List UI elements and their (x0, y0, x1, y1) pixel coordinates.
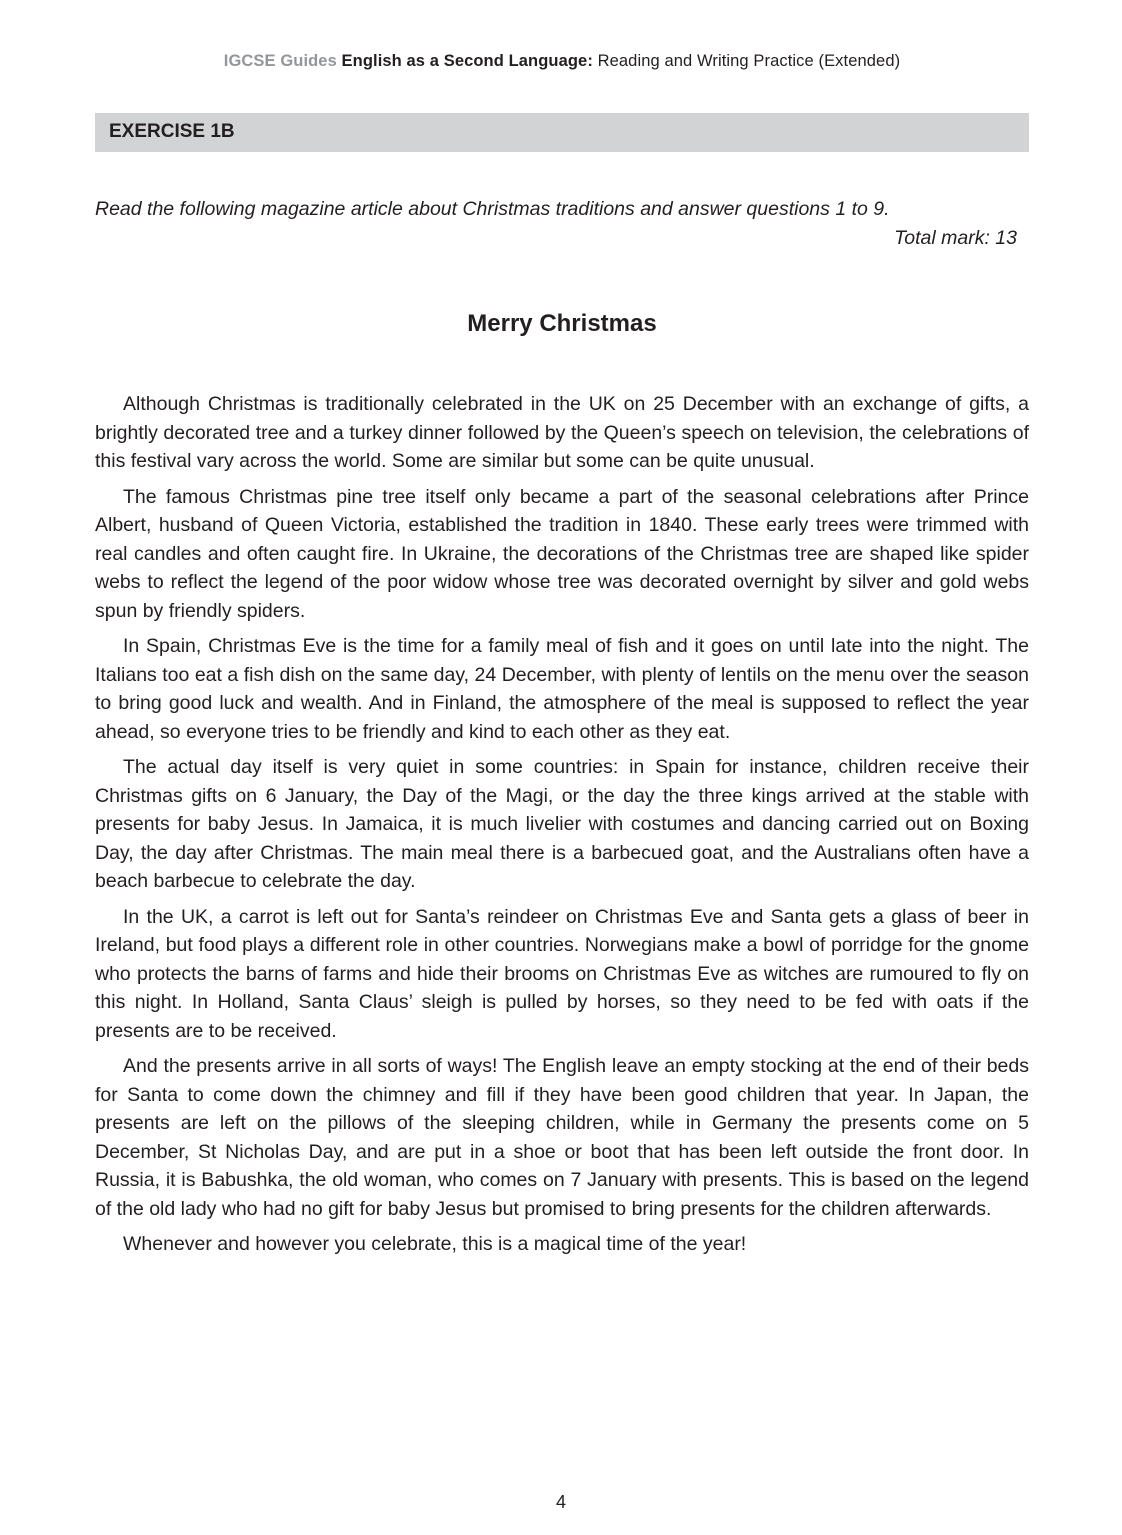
page-number: 4 (555, 1492, 566, 1512)
exercise-heading (95, 113, 1029, 152)
article-body (95, 390, 1029, 1259)
running-header-subject: English as a Second Language: (336, 52, 593, 70)
article-paragraph: The actual day itself is very quiet in some countries: in Spain for instance, children receive their Christmas gifts on 6 January, the Day of the Magi, or the day the three kings arrived at the stable with presents for baby Jesus. In Jamaica, it is much livelier with costumes and dancing carried out on Boxing Day, the day after Christmas. The main meal there is a barbecued goat, and the Australians often have a beach barbecue to celebrate the day. (95, 756, 1029, 892)
article-title: Merry Christmas (467, 310, 657, 337)
article-paragraph: Although Christmas is traditionally celebrated in the UK on 25 December with an exchange of gifts, a brightly decorated tree and a turkey dinner followed by the Queen’s speech on television, the celebrations of this festival vary across the world. Some are similar but some can be quite unusual. (95, 393, 1029, 472)
running-header (95, 52, 1029, 71)
article-paragraph: Whenever and however you celebrate, this is a magical time of the year! (123, 1233, 747, 1255)
article-paragraph: And the presents arrive in all sorts of ways! The English leave an empty stocking at the end of their beds for Santa to come down the chimney and fill if they have been good children that year. In Japan, the presents are left on the pillows of the sleeping children, while in Germany the presents come on 5 December, St Nicholas Day, and are put in a shoe or boot that has been left outside the front door. In Russia, it is Babushka, the old woman, who comes on 7 January with presents. This is based on the legend of the old lady who had no gift for baby Jesus but promised to bring presents for the children afterwards. (95, 1055, 1029, 1220)
exercise-instruction: Read the following magazine article about Christmas traditions and answer questions 1 to 9. (95, 198, 890, 220)
running-header-rest: Reading and Writing Practice (Extended) (592, 52, 901, 70)
article-paragraph: In Spain, Christmas Eve is the time for a family meal of fish and it goes on until late into the night. The Italians too eat a fish dish on the same day, 24 December, with plenty of lentils on the menu over the season to bring good luck and wealth. And in Finland, the atmosphere of the meal is supposed to reflect the year ahead, so everyone tries to be friendly and kind to each other as they eat. (95, 635, 1029, 743)
total-mark: Total mark: 13 (894, 227, 1017, 249)
exercise-label: EXERCISE 1B (109, 121, 235, 142)
article-paragraph: In the UK, a carrot is left out for Santa’s reindeer on Christmas Eve and Santa gets a glass of beer in Ireland, but food plays a different role in other countries. Norwegians make a bowl of porridge for the gnome who protects the barns of farms and hide their brooms on Christmas Eve as witches are rumoured to fly on this night. In Holland, Santa Claus’ sleigh is pulled by horses, so they need to be fed with oats if the presents are to be received. (95, 905, 1029, 1042)
article-paragraph: The famous Christmas pine tree itself only became a part of the seasonal celebrations after Prince Albert, husband of Queen Victoria, established the tradition in 1840. These early trees were trimmed with real candles and often caught fire. In Ukraine, the decorations of the Christmas tree are shaped like spider webs to reflect the legend of the poor widow whose tree was decorated overnight by silver and gold webs spun by friendly spiders. (95, 485, 1029, 622)
running-header-brand: IGCSE Guides (223, 52, 337, 70)
